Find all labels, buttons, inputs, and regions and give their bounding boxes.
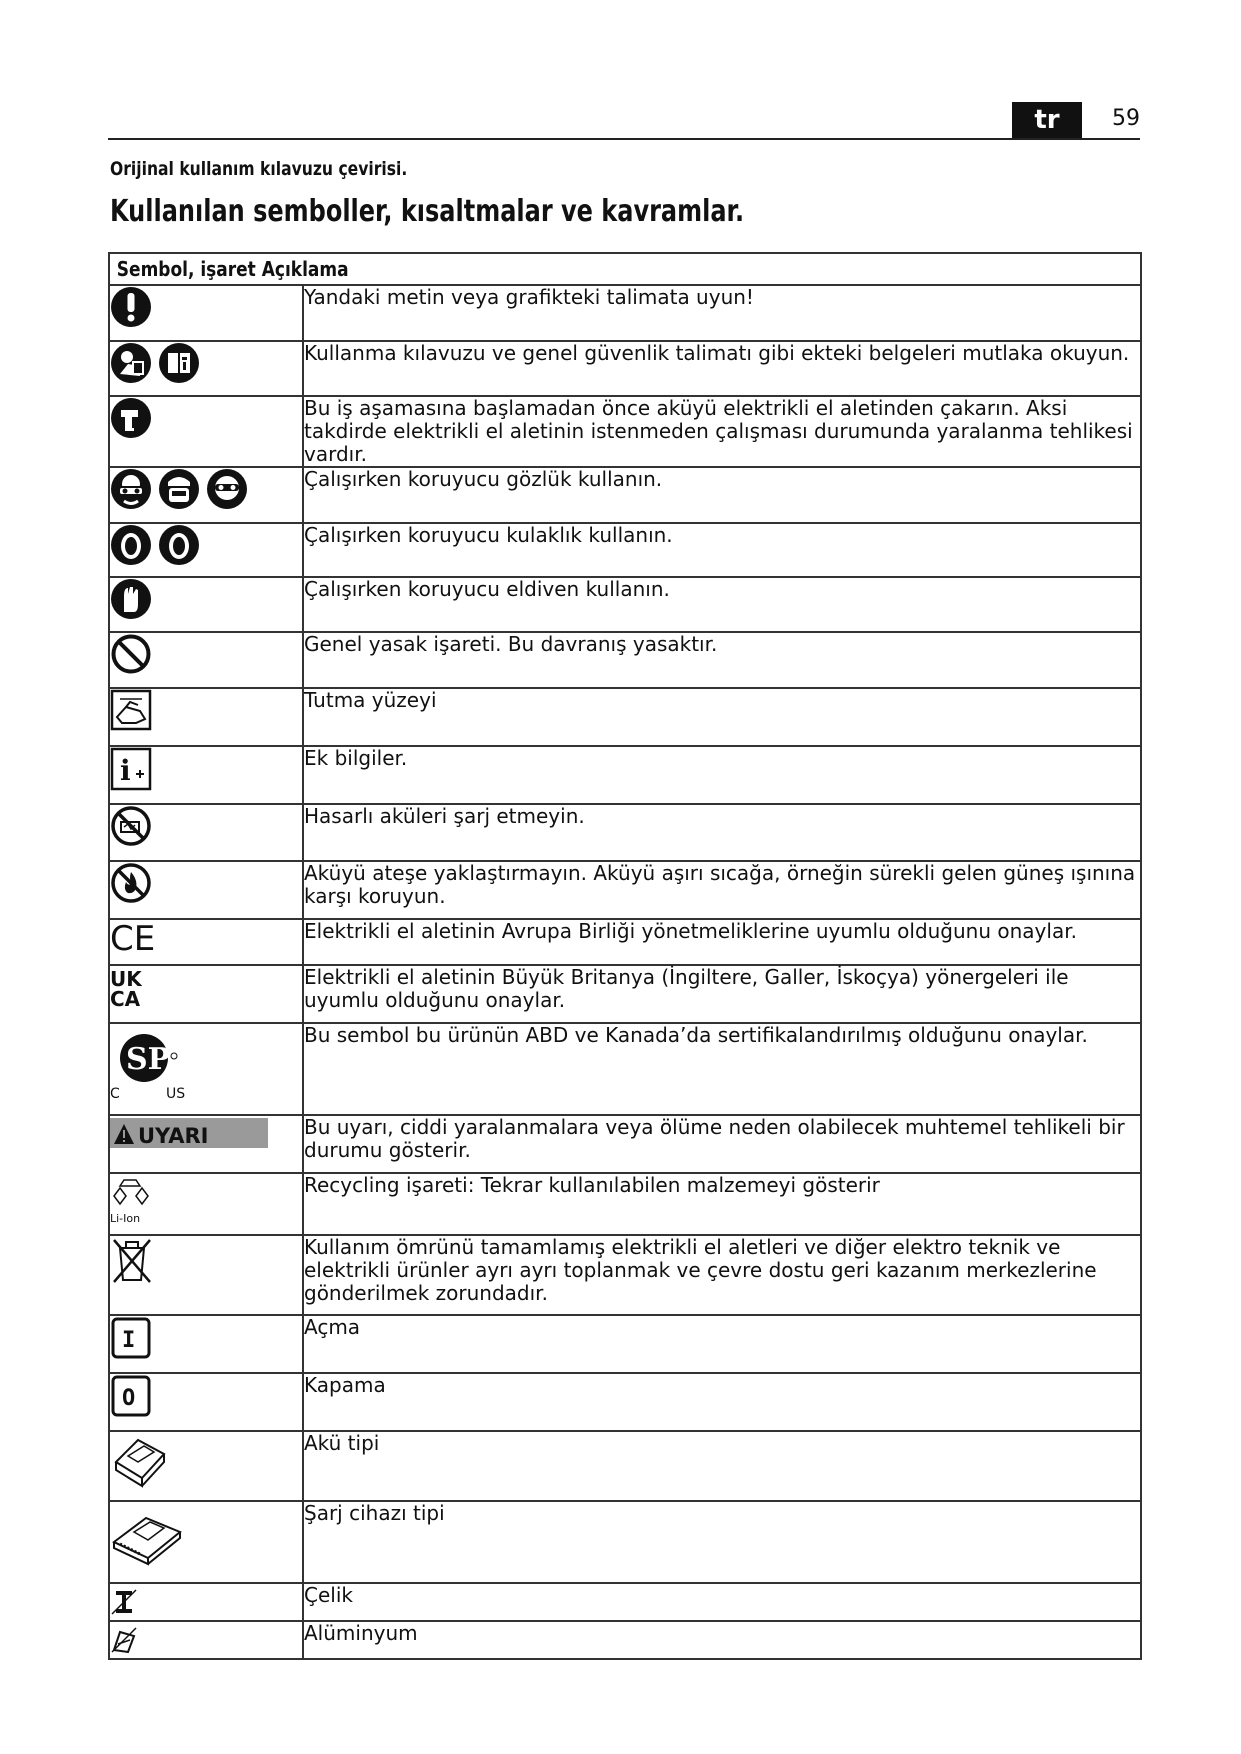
info-manual-icon bbox=[158, 342, 200, 384]
aluminium-icon bbox=[110, 1626, 138, 1654]
table-row bbox=[109, 1583, 1141, 1621]
table-row bbox=[109, 1173, 1141, 1235]
description-cell: Şarj cihazı tipi bbox=[303, 1501, 1141, 1583]
ear-protection-icon bbox=[110, 524, 152, 566]
grip-surface-icon bbox=[110, 689, 152, 731]
battery-pack-icon bbox=[110, 1432, 170, 1490]
symbol-cell bbox=[109, 965, 303, 1023]
table-row bbox=[109, 467, 1141, 523]
subtitle: Orijinal kullanım kılavuzu çevirisi. bbox=[110, 158, 408, 180]
symbol-cell bbox=[109, 746, 303, 804]
description-cell: Tutma yüzeyi bbox=[303, 688, 1141, 746]
description-cell: Kullanma kılavuzu ve genel güvenlik talimatı gibi ekteki belgeleri mutlaka okuyun. bbox=[303, 341, 1141, 396]
table-row bbox=[109, 1621, 1141, 1659]
description-cell: Recycling işareti: Tekrar kullanılabilen malzemeyi gösterir bbox=[303, 1173, 1141, 1235]
symbol-cell bbox=[109, 1235, 303, 1315]
off-text: O bbox=[122, 1386, 136, 1411]
li-ion-text: Li-Ion bbox=[110, 1212, 141, 1225]
gloves-icon bbox=[110, 578, 152, 620]
symbol-cell bbox=[109, 1315, 303, 1373]
recycling-li-ion-icon bbox=[110, 1174, 154, 1226]
svg-text:SP: SP bbox=[126, 1042, 171, 1077]
table-header bbox=[109, 253, 1141, 285]
symbol-cell bbox=[109, 1023, 303, 1115]
table-row bbox=[109, 577, 1141, 632]
steel-icon bbox=[110, 1588, 138, 1616]
no-charge-damaged-battery-icon bbox=[110, 805, 152, 847]
table-row bbox=[109, 919, 1141, 965]
page-title: Kullanılan semboller, kısaltmalar ve kavramlar. bbox=[110, 194, 745, 229]
symbol-cell bbox=[109, 1583, 303, 1621]
symbol-cell bbox=[109, 1621, 303, 1659]
no-fire-battery-icon bbox=[110, 862, 152, 904]
description-cell: Ek bilgiler. bbox=[303, 746, 1141, 804]
description-cell: Elektrikli el aletinin Avrupa Birliği yönetmeliklerine uyumlu olduğunu onaylar. bbox=[303, 919, 1141, 965]
table-row bbox=[109, 861, 1141, 919]
description-cell: Bu uyarı, ciddi yaralanmalara veya ölüme neden olabilecek muhtemel tehlikeli bir durumu gösterir. bbox=[303, 1115, 1141, 1173]
table-row bbox=[109, 1023, 1141, 1115]
table-row bbox=[109, 688, 1141, 746]
ca-text: CA bbox=[110, 987, 141, 1010]
symbol-cell bbox=[109, 396, 303, 467]
table-row bbox=[109, 746, 1141, 804]
symbol-cell bbox=[109, 1373, 303, 1431]
weee-bin-icon bbox=[110, 1236, 154, 1286]
csa-c-text: C bbox=[110, 1086, 120, 1102]
symbol-cell bbox=[109, 523, 303, 577]
table-row bbox=[109, 285, 1141, 341]
description-cell: Genel yasak işareti. Bu davranış yasaktır. bbox=[303, 632, 1141, 688]
prohibition-icon bbox=[110, 633, 152, 675]
column-header: Sembol, işaret Açıklama bbox=[116, 257, 349, 281]
description-cell: Kapama bbox=[303, 1373, 1141, 1431]
ce-text: CE bbox=[110, 920, 156, 954]
description-cell: Kullanım ömrünü tamamlamış elektrikli el aletleri ve diğer elektro teknik ve elektrikli ürünler ayrı ayrı toplanmak ve çevre dostu geri kazanım merkezlerine gönderilmek zorundadır. bbox=[303, 1235, 1141, 1315]
info-letter: i bbox=[120, 754, 131, 787]
description-cell: Alüminyum bbox=[303, 1621, 1141, 1659]
description-cell: Açma bbox=[303, 1315, 1141, 1373]
warning-exclamation-icon bbox=[110, 286, 152, 328]
table-row bbox=[109, 1501, 1141, 1583]
description-cell: Çalışırken koruyucu kulaklık kullanın. bbox=[303, 523, 1141, 577]
on-text: I bbox=[122, 1328, 136, 1353]
symbol-cell bbox=[109, 1501, 303, 1583]
power-on-icon bbox=[110, 1316, 152, 1360]
info-plus-icon bbox=[110, 747, 152, 791]
symbol-cell bbox=[109, 919, 303, 965]
description-cell: Çalışırken koruyucu gözlük kullanın. bbox=[303, 467, 1141, 523]
description-cell: Aküyü ateşe yaklaştırmayın. Aküyü aşırı sıcağa, örneğin sürekli gelen güneş ışınına karşı koruyun. bbox=[303, 861, 1141, 919]
description-cell: Bu iş aşamasına başlamadan önce aküyü elektrikli el aletinden çakarın. Aksi takdirde elektrikli el aletinin istenmeden çalışması durumunda yaralanma tehlikesi vardır. bbox=[303, 396, 1141, 467]
table-row bbox=[109, 1373, 1141, 1431]
table-row bbox=[109, 1315, 1141, 1373]
description-cell: Akü tipi bbox=[303, 1431, 1141, 1501]
face-shield-icon bbox=[158, 468, 200, 510]
description-cell: Bu sembol bu ürünün ABD ve Kanada’da sertifikalandırılmış olduğunu onaylar. bbox=[303, 1023, 1141, 1115]
remove-battery-icon bbox=[110, 397, 152, 439]
table-row bbox=[109, 341, 1141, 396]
symbol-cell bbox=[109, 804, 303, 861]
symbol-cell bbox=[109, 861, 303, 919]
ear-protection-icon bbox=[158, 524, 200, 566]
ukca-mark-icon bbox=[110, 966, 150, 1010]
table-row bbox=[109, 523, 1141, 577]
description-cell: Elektrikli el aletinin Büyük Britanya (İngiltere, Galler, İskoçya) yönergeleri ile uyumlu olduğunu onaylar. bbox=[303, 965, 1141, 1023]
uk-text: UK bbox=[110, 967, 142, 991]
csa-mark-icon bbox=[110, 1024, 200, 1102]
table-row bbox=[109, 1235, 1141, 1315]
safety-glasses-icon bbox=[206, 468, 248, 510]
table-row bbox=[109, 965, 1141, 1023]
symbol-cell bbox=[109, 467, 303, 523]
table-row bbox=[109, 1115, 1141, 1173]
table-header-row bbox=[109, 253, 1141, 285]
power-off-icon bbox=[110, 1374, 152, 1418]
symbol-cell bbox=[109, 1173, 303, 1235]
page-header bbox=[108, 100, 1140, 140]
page-number: 59 bbox=[1112, 106, 1140, 131]
symbol-cell bbox=[109, 632, 303, 688]
language-tab: tr bbox=[1012, 102, 1082, 138]
symbol-cell bbox=[109, 285, 303, 341]
symbol-cell bbox=[109, 1115, 303, 1173]
table-row bbox=[109, 396, 1141, 467]
warning-label-text: UYARI bbox=[138, 1124, 209, 1148]
description-cell: Hasarlı aküleri şarj etmeyin. bbox=[303, 804, 1141, 861]
description-cell: Çalışırken koruyucu eldiven kullanın. bbox=[303, 577, 1141, 632]
symbol-cell bbox=[109, 577, 303, 632]
goggles-icon bbox=[110, 468, 152, 510]
warning-label-icon bbox=[110, 1116, 270, 1150]
symbol-cell bbox=[109, 688, 303, 746]
symbol-cell bbox=[109, 341, 303, 396]
ce-mark-icon bbox=[110, 920, 156, 954]
description-cell: Çelik bbox=[303, 1583, 1141, 1621]
description-cell: Yandaki metin veya grafikteki talimata uyun! bbox=[303, 285, 1141, 341]
table-row bbox=[109, 1431, 1141, 1501]
table-row bbox=[109, 804, 1141, 861]
csa-us-text: US bbox=[166, 1086, 186, 1102]
charger-icon bbox=[110, 1502, 184, 1568]
symbol-cell bbox=[109, 1431, 303, 1501]
read-manual-icon bbox=[110, 342, 152, 384]
table-row bbox=[109, 632, 1141, 688]
symbols-table bbox=[108, 252, 1142, 1660]
